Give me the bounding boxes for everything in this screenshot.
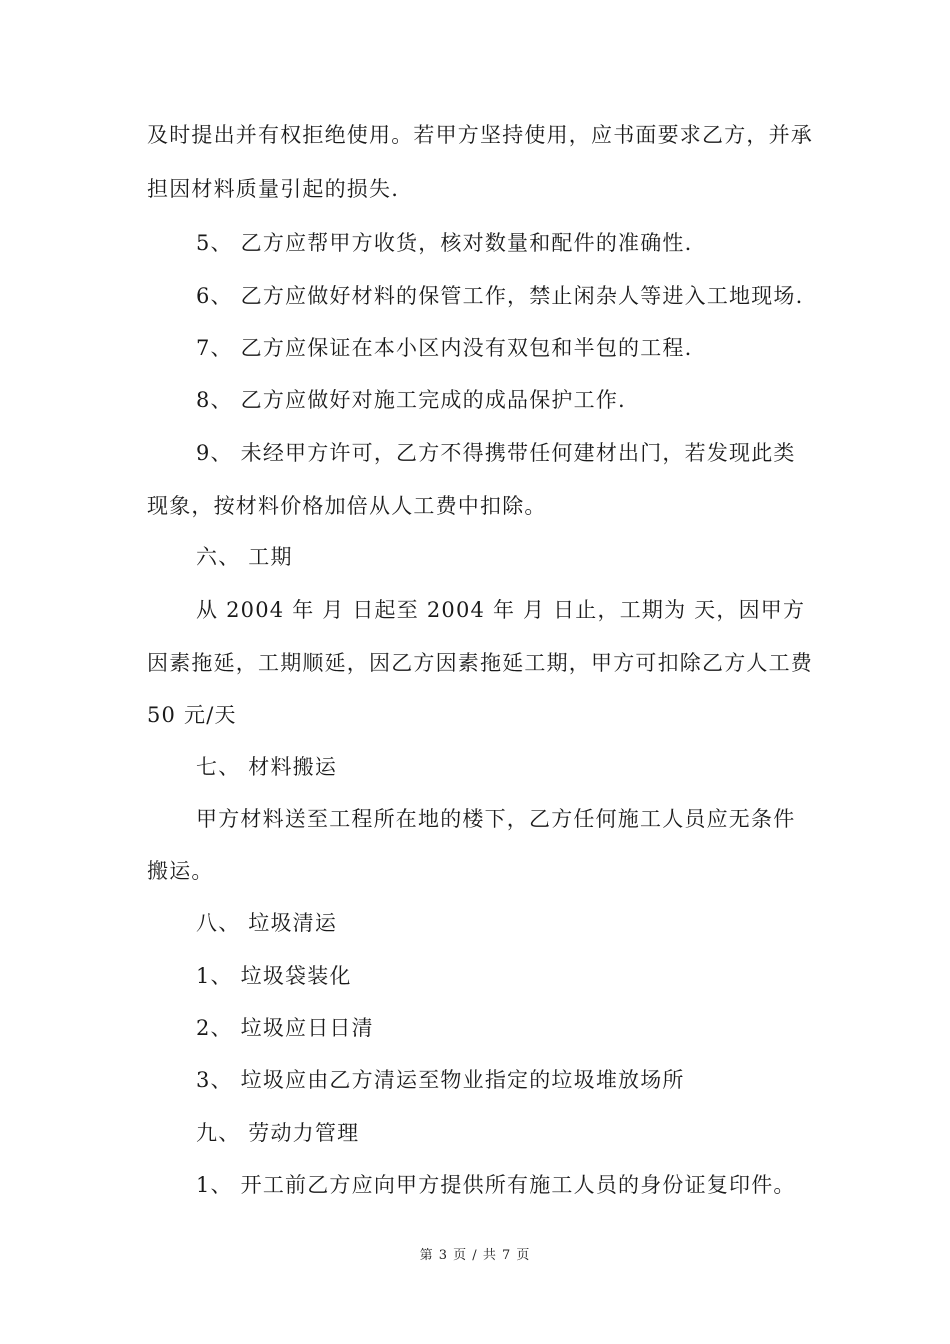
- paragraph-line: 50 元/天: [147, 703, 237, 727]
- paragraph-line: 从 2004 年 月 日起至 2004 年 月 日止，工期为 天，因甲方: [196, 598, 806, 622]
- list-item-7: 7、 乙方应保证在本小区内没有双包和半包的工程.: [196, 336, 693, 360]
- section-heading-garbage-removal: 八、 垃圾清运: [196, 911, 338, 935]
- paragraph-line: 搬运。: [147, 859, 214, 883]
- list-item-8: 8、 乙方应做好对施工完成的成品保护工作.: [196, 388, 626, 412]
- paragraph-line: 甲方材料送至工程所在地的楼下，乙方任何施工人员应无条件: [196, 807, 796, 831]
- section-heading-construction-period: 六、 工期: [196, 545, 293, 569]
- paragraph-line: 及时提出并有权拒绝使用。若甲方坚持使用，应书面要求乙方，并承: [147, 123, 813, 147]
- paragraph-line: 因素拖延，工期顺延，因乙方因素拖延工期，甲方可扣除乙方人工费: [147, 651, 813, 675]
- list-item-2: 2、 垃圾应日日清: [196, 1016, 374, 1040]
- paragraph-line: 担因材料质量引起的损失.: [147, 177, 400, 201]
- page-number-footer: 第 3 页 / 共 7 页: [419, 1248, 531, 1263]
- section-heading-material-transport: 七、 材料搬运: [196, 755, 338, 779]
- section-heading-labor-management: 九、 劳动力管理: [196, 1121, 360, 1145]
- paragraph-line: 现象，按材料价格加倍从人工费中扣除。: [147, 494, 547, 518]
- list-item-3: 3、 垃圾应由乙方清运至物业指定的垃圾堆放场所: [196, 1068, 685, 1092]
- list-item-5: 5、 乙方应帮甲方收货，核对数量和配件的准确性.: [196, 231, 693, 255]
- list-item-1: 1、 开工前乙方应向甲方提供所有施工人员的身份证复印件。: [196, 1173, 796, 1197]
- list-item-6: 6、 乙方应做好材料的保管工作，禁止闲杂人等进入工地现场.: [196, 284, 804, 308]
- list-item-9: 9、 未经甲方许可，乙方不得携带任何建材出门，若发现此类: [196, 441, 796, 465]
- list-item-1: 1、 垃圾袋装化: [196, 964, 352, 988]
